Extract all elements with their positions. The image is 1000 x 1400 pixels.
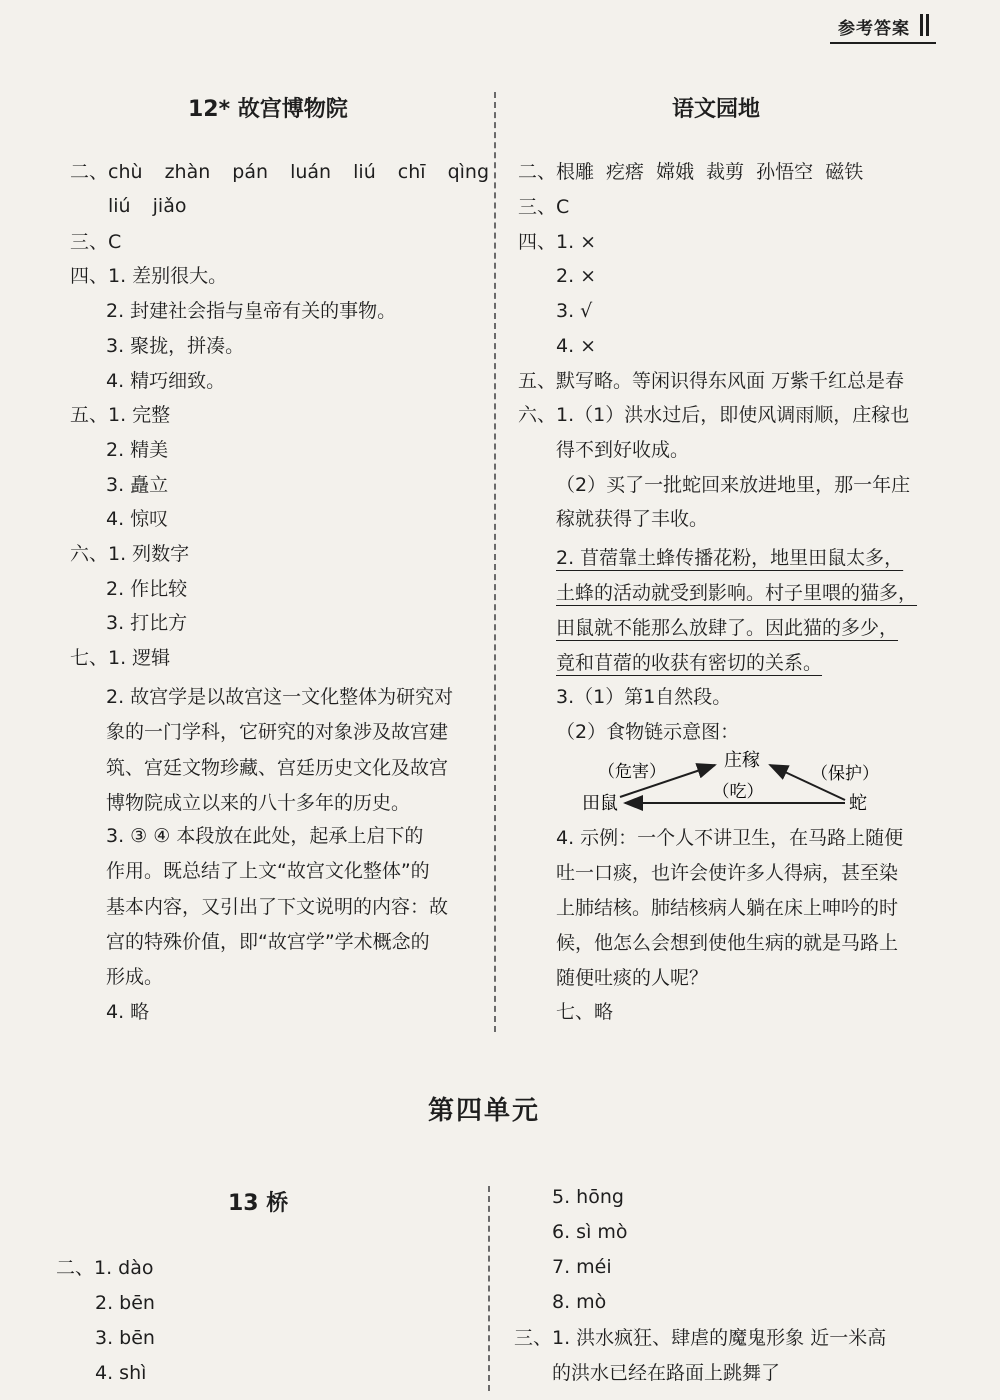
left-line-11: 4. 惊叹 [106,508,169,530]
column-divider-bottom [488,1186,490,1391]
left-line-19: 博物院成立以来的八十多年的历史。 [106,792,411,814]
left-line-13: 2. 作比较 [106,578,188,600]
right-line-19: 吐一口痰，也许会使许多人得病，甚至染 [556,862,899,884]
right-line-6: 4. × [556,335,597,357]
right-line-4: 2. × [556,265,597,287]
node-snake: 蛇 [849,793,867,814]
right-line-18: 4. 示例：一个人不讲卫生，在马路上随便 [556,827,904,849]
node-rat: 田鼠 [582,793,618,814]
left-line-1: 二、chù zhàn pán luán liú chī qìng [70,161,490,183]
right-line-17: （2）食物链示意图： [556,721,740,743]
header-rule [830,42,936,44]
right-line-21: 候，他怎么会想到使他生病的就是马路上 [556,932,899,954]
bottom-right-line-5: 三、1. 洪水疯狂、肆虐的魔鬼形象 近一米高 [514,1327,887,1349]
node-crop: 庄稼 [724,750,760,771]
right-line-14: 田鼠就不能那么放肆了。因此猫的多少， [556,617,899,639]
bottom-left-line-2: 2. bēn [95,1292,155,1314]
left-line-7: 4. 精巧细致。 [106,370,226,392]
left-line-20: 3. ③ ④ 本段放在此处，起承上启下的 [106,825,424,847]
left-line-6: 3. 聚拢，拼凑。 [106,335,245,357]
left-line-18: 筑、宫廷文物珍藏、宫廷历史文化及故宫 [106,757,449,779]
right-line-11: 稼就获得了丰收。 [556,508,709,530]
label-eat: （吃） [712,782,764,802]
left-line-10: 3. 矗立 [106,474,169,496]
bottom-right-line-6: 的洪水已经在路面上跳舞了 [552,1362,781,1384]
bottom-right-line-4: 8. mò [552,1291,607,1313]
right-line-7: 五、默写略。等闲识得东风面 万紫千红总是春 [518,370,905,392]
right-line-23: 七、略 [556,1001,614,1023]
lesson-12-title: 12* 故宫博物院 [188,97,348,122]
bottom-left-line-1: 二、1. dào [56,1257,154,1279]
bottom-right-line-1: 5. hōng [552,1186,624,1208]
label-harm: （危害） [598,762,666,782]
yuwen-yuandi-title: 语文园地 [672,97,761,122]
left-line-15: 七、1. 逻辑 [70,647,171,669]
right-line-8: 六、1.（1）洪水过后，即使风调雨顺，庄稼也 [518,404,910,426]
left-line-24: 形成。 [106,966,164,988]
left-line-4: 四、1. 差别很大。 [70,265,228,287]
left-line-12: 六、1. 列数字 [70,543,190,565]
left-line-5: 2. 封建社会指与皇帝有关的事物。 [106,300,397,322]
right-line-2: 三、C [518,196,570,218]
bottom-left-line-4: 4. shì [95,1362,147,1384]
right-line-9: 得不到好收成。 [556,439,690,461]
right-line-3: 四、1. × [518,231,597,253]
right-line-10: （2）买了一批蛇回来放进地里，那一年庄 [556,474,911,496]
bottom-right-line-3: 7. méi [552,1256,612,1278]
label-protect: （保护） [811,764,879,784]
left-line-8: 五、1. 完整 [70,404,171,426]
header-label: 参考答案 [838,19,910,39]
bottom-left-line-3: 3. bēn [95,1327,155,1349]
right-line-12: 2. 苜蓿靠土蜂传播花粉，地里田鼠太多， [556,547,904,569]
left-line-21: 作用。既总结了上文“故宫文化整体”的 [106,860,430,882]
left-line-14: 3. 打比方 [106,612,188,634]
left-line-16: 2. 故宫学是以故宫这一文化整体为研究对 [106,686,454,708]
food-chain-diagram [560,745,890,820]
left-line-9: 2. 精美 [106,439,169,461]
header-bars-mark [920,14,932,36]
right-line-20: 上肺结核。肺结核病人躺在床上呻吟的时 [556,897,899,919]
left-line-23: 宫的特殊价值，即“故宫学”学术概念的 [106,931,430,953]
right-line-1: 二、根雕 疙瘩 嫦娥 裁剪 孙悟空 磁铁 [518,161,864,183]
right-line-5: 3. √ [556,300,593,322]
unit-four-title: 第四单元 [428,1096,541,1126]
left-line-3: 三、C [70,231,122,253]
right-line-22: 随便吐痰的人呢？ [556,967,709,989]
column-divider-top [494,92,496,1032]
left-line-2: liú jiǎo [108,195,187,217]
right-line-16: 3.（1）第1自然段。 [556,686,732,708]
lesson-13-title: 13 桥 [228,1191,289,1216]
left-line-25: 4. 略 [106,1001,150,1023]
bottom-right-line-2: 6. sì mò [552,1221,628,1243]
right-line-15: 竟和苜蓿的收获有密切的关系。 [556,652,823,674]
left-line-17: 象的一门学科，它研究的对象涉及故宫建 [106,721,449,743]
right-line-13: 土蜂的活动就受到影响。村子里喂的猫多， [556,582,918,604]
left-line-22: 基本内容，又引出了下文说明的内容：故 [106,896,449,918]
